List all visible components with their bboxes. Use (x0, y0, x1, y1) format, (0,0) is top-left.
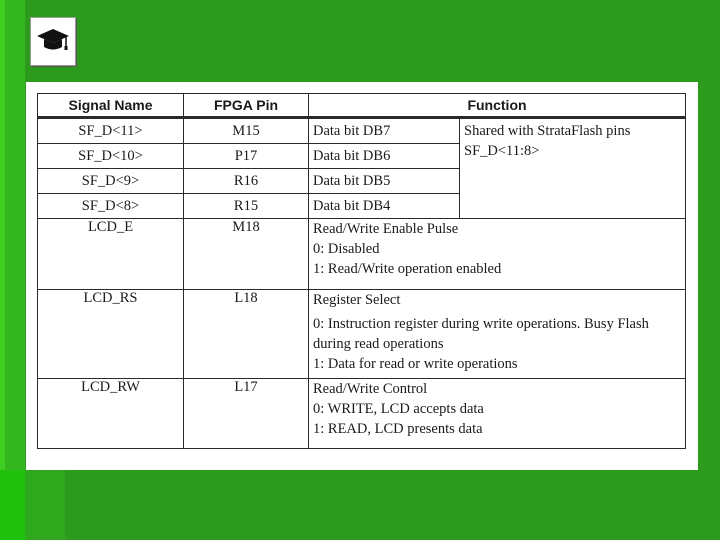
function-cell: Data bit DB7 (309, 118, 460, 144)
pin-cell: R15 (184, 194, 309, 219)
table-row (38, 219, 686, 290)
signal-cell: LCD_E (38, 219, 184, 290)
signal-cell: SF_D<9> (38, 169, 184, 194)
function-detail: 1: Read/Write operation enabled (313, 261, 502, 277)
header-fpga-pin: FPGA Pin (184, 94, 309, 118)
signal-cell: LCD_RS (38, 290, 184, 379)
signal-cell: LCD_RW (38, 379, 184, 449)
function-cell (309, 379, 686, 449)
signal-cell: SF_D<10> (38, 144, 184, 169)
logo (30, 17, 76, 66)
table-row (38, 290, 686, 379)
background-stripe (25, 470, 65, 540)
table-row (38, 118, 686, 144)
function-detail: 0: Instruction register during write operations. Busy Flash during read operations (313, 316, 649, 352)
table-header-row (38, 94, 686, 118)
function-cell (309, 219, 686, 290)
function-detail: 1: Data for read or write operations (313, 356, 518, 372)
table-row (38, 379, 686, 449)
function-title: Read/Write Control (313, 381, 428, 397)
background-stripe (5, 0, 25, 540)
function-detail: 0: Disabled (313, 241, 380, 257)
pin-cell: L17 (184, 379, 309, 449)
function-detail: 0: WRITE, LCD accepts data (313, 401, 484, 417)
function-title: Register Select (313, 292, 401, 308)
function-cell (309, 290, 686, 379)
header-signal-name: Signal Name (38, 94, 184, 118)
header-function: Function (309, 94, 686, 118)
pin-cell: P17 (184, 144, 309, 169)
function-title: Read/Write Enable Pulse (313, 221, 459, 237)
shared-note-cell: Shared with StrataFlash pins SF_D<11:8> (460, 118, 686, 219)
background-stripe (0, 470, 25, 540)
function-cell: Data bit DB4 (309, 194, 460, 219)
pin-cell: R16 (184, 169, 309, 194)
pin-cell: M18 (184, 219, 309, 290)
function-cell: Data bit DB6 (309, 144, 460, 169)
function-cell: Data bit DB5 (309, 169, 460, 194)
signal-cell: SF_D<8> (38, 194, 184, 219)
pin-cell: M15 (184, 118, 309, 144)
pin-cell: L18 (184, 290, 309, 379)
signal-cell: SF_D<11> (38, 118, 184, 144)
background-band (25, 470, 720, 540)
graduation-cap-icon (35, 27, 71, 53)
function-detail: 1: READ, LCD presents data (313, 421, 483, 437)
content-panel (26, 82, 698, 470)
signal-table (37, 93, 686, 449)
